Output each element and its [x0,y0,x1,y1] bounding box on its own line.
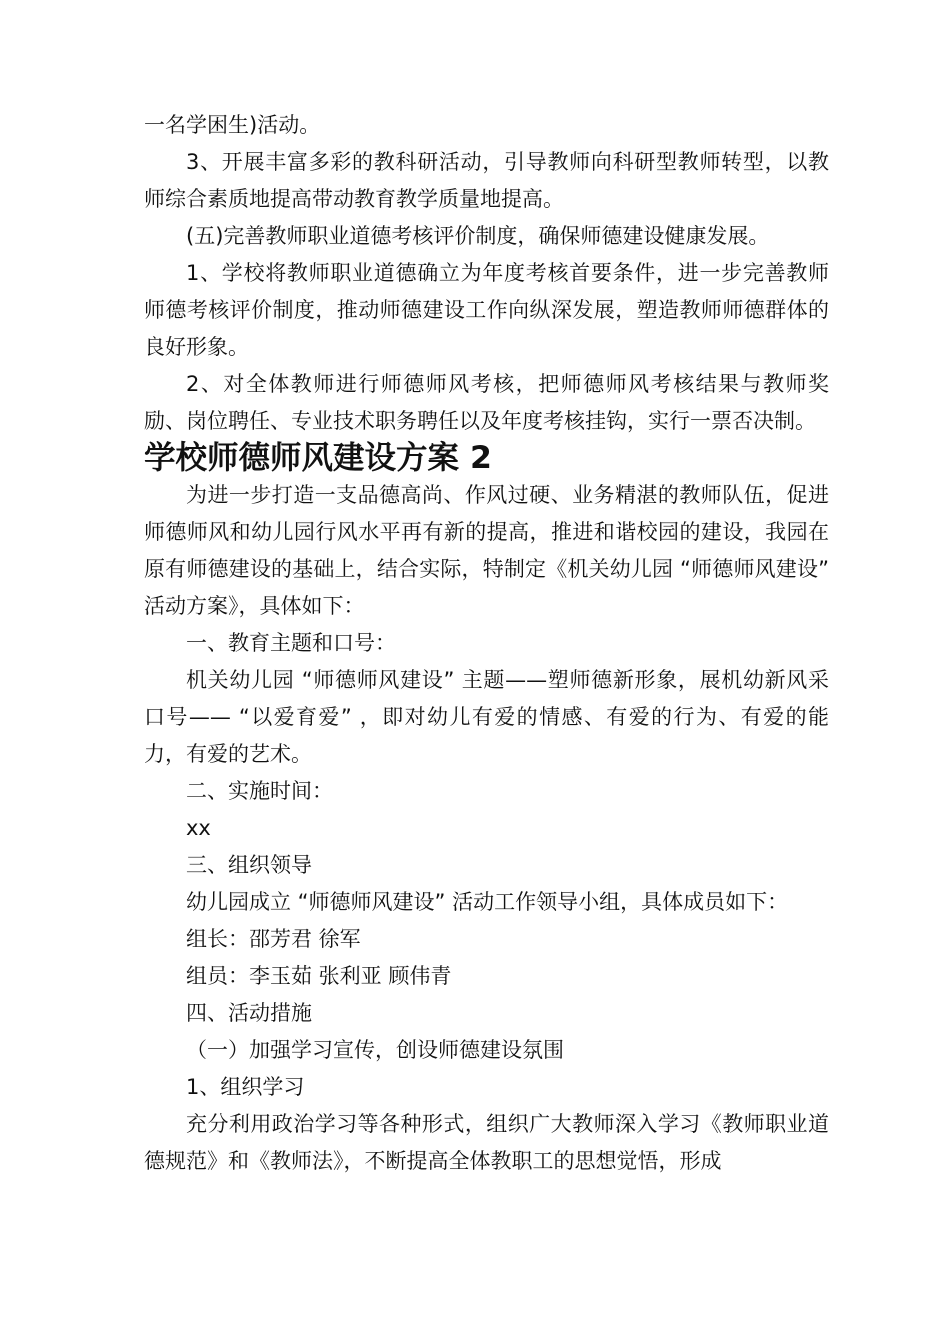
section-paragraph-8: 组长：邵芳君 徐军 [186,927,361,951]
section-paragraph-4: 二、实施时间： [186,779,333,803]
paragraph-3: (五)完善教师职业道德考核评价制度，确保师德建设健康发展。 [186,224,770,248]
paragraph-2: 3、开展丰富多彩的教科研活动，引导教师向科研型教师转型，以教师综合素质地提高带动教育教学质量地提高。 [144,150,829,211]
section-paragraph-11: （一）加强学习宣传，创设师德建设氛围 [186,1038,564,1062]
paragraph-1: 一名学困生)活动。 [144,113,321,137]
section-paragraph-5: xx [186,816,211,840]
section-paragraph-3: 机关幼儿园 “师德师风建设” 主题——塑师德新形象，展机幼新风采口号—— “以爱育爱” ，即对幼儿有爱的情感、有爱的行为、有爱的能力，有爱的艺术。 [144,668,829,766]
section-paragraph-2: 一、教育主题和口号： [186,631,396,655]
paragraph-5: 2、对全体教师进行师德师风考核，把师德师风考核结果与教师奖励、岗位聘任、专业技术职务聘任以及年度考核挂钩，实行一票否决制。 [144,372,829,433]
section-paragraph-9: 组员：李玉茹 张利亚 顾伟青 [186,964,452,988]
section-paragraph-6: 三、组织领导 [186,853,312,877]
section-paragraph-1: 为进一步打造一支品德高尚、作风过硬、业务精湛的教师队伍，促进师德师风和幼儿园行风水平再有新的提高，推进和谐校园的建设，我园在原有师德建设的基础上，结合实际，特制定《机关幼儿园 “师德师风建设” 活动方案》，具体如下： [144,483,829,618]
section-heading: 学校师德师风建设方案 2 [144,440,492,476]
paragraph-4: 1、学校将教师职业道德确立为年度考核首要条件，进一步完善教师师德考核评价制度，推动师德建设工作向纵深发展，塑造教师师德群体的良好形象。 [144,261,829,359]
section-paragraph-10: 四、活动措施 [186,1001,312,1025]
document-page [144,107,829,1180]
section-paragraph-7: 幼儿园成立 “师德师风建设” 活动工作领导小组，具体成员如下： [186,890,789,914]
section-paragraph-13: 充分利用政治学习等各种形式，组织广大教师深入学习《教师职业道德规范》和《教师法》，不断提高全体教职工的思想觉悟，形成 [144,1112,829,1173]
section-paragraph-12: 1、组织学习 [186,1075,305,1099]
